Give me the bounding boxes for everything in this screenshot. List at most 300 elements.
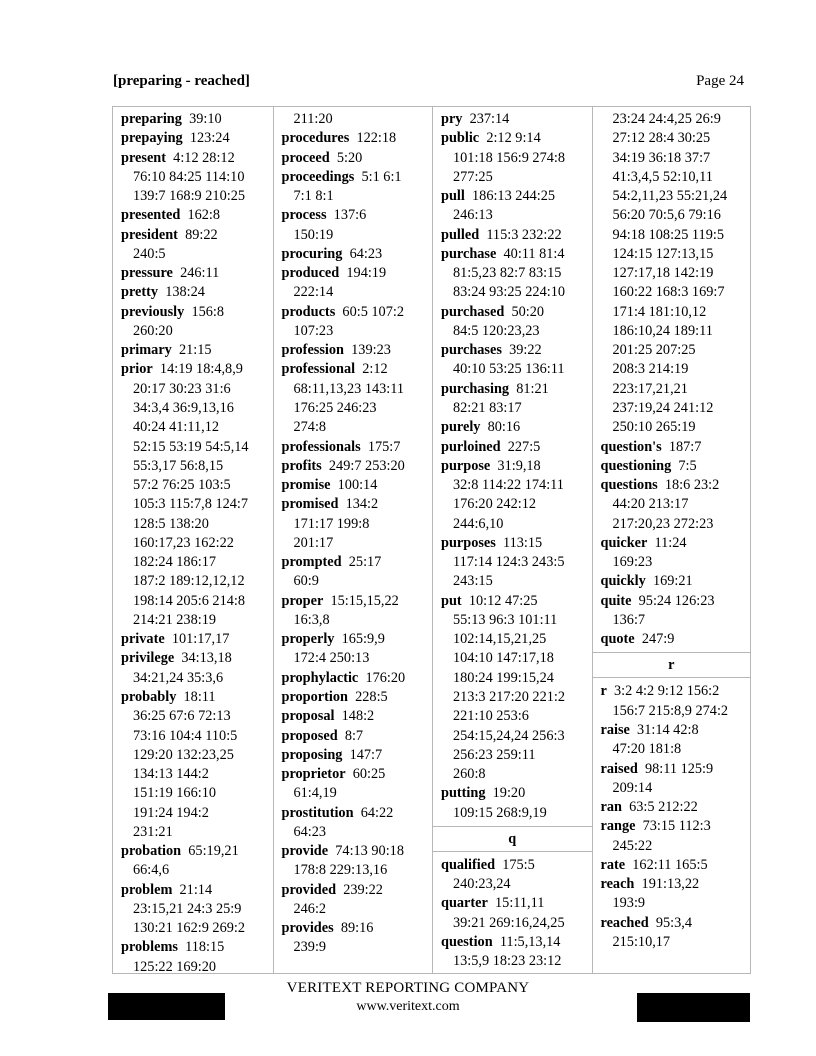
index-term: reached — [600, 914, 649, 931]
page-line-refs-continued: 187:2 189:12,12,12 — [133, 573, 245, 590]
page-line-refs-continued: 208:3 214:19 — [612, 361, 689, 378]
page-line-refs: 134:2 — [345, 496, 379, 513]
page-line-refs: 156:8 — [191, 303, 225, 320]
index-term: promise — [281, 477, 331, 494]
page-line-refs: 246:11 — [180, 265, 220, 282]
index-entry — [441, 592, 588, 611]
index-column-4 — [592, 107, 751, 973]
page-line-refs-continued: 55:3,17 56:8,15 — [133, 457, 224, 474]
index-term: present — [121, 149, 167, 166]
page-line-refs-continued: 160:17,23 162:22 — [133, 534, 234, 551]
page-line-refs-continued: 81:5,23 82:7 83:15 — [453, 265, 562, 282]
index-term: proposed — [281, 727, 338, 744]
index-term: ran — [600, 799, 622, 816]
index-column-2 — [273, 107, 433, 973]
page-line-refs: 249:7 253:20 — [328, 457, 405, 474]
index-entry — [601, 760, 747, 779]
index-entry — [121, 129, 269, 148]
page-line-refs-continued: 101:18 156:9 274:8 — [453, 149, 565, 166]
page-line-refs-continued: 151:19 166:10 — [133, 785, 217, 802]
page-line-refs: 14:19 18:4,8,9 — [159, 361, 243, 378]
page-line-refs-continued: 94:18 108:25 119:5 — [612, 226, 724, 243]
page-line-refs-continued: 211:20 — [293, 111, 333, 127]
page-line-refs: 73:15 112:3 — [642, 818, 711, 835]
page-line-refs-continued: 7:1 8:1 — [293, 188, 334, 205]
index-term: raised — [600, 760, 638, 777]
page-line-refs-continued: 124:15 127:13,15 — [612, 245, 714, 262]
page-line-refs-continued: 66:4,6 — [133, 862, 170, 879]
index-entry — [282, 669, 429, 688]
page-line-refs: 165:9,9 — [341, 631, 385, 648]
index-term: purloined — [441, 438, 501, 455]
page-line-refs-continued: 127:17,18 142:19 — [612, 265, 714, 282]
page-line-refs: 194:19 — [346, 265, 387, 282]
page-line-refs-continued: 169:23 — [612, 554, 653, 571]
index-entry — [441, 380, 588, 399]
index-entry — [282, 149, 429, 168]
index-entry — [121, 149, 269, 168]
page-line-refs-continued: 209:14 — [612, 779, 653, 796]
page-line-refs-continued: 150:19 — [293, 226, 334, 243]
page-line-refs: 7:5 — [678, 457, 697, 474]
page-line-refs-continued: 40:10 53:25 136:11 — [453, 361, 565, 378]
page-line-refs: 40:11 81:4 — [503, 245, 565, 262]
page-line-refs-continued: 57:2 76:25 103:5 — [133, 477, 231, 494]
page-line-refs-continued: 198:14 205:6 214:8 — [133, 592, 245, 609]
page-line-refs: 18:6 23:2 — [664, 477, 720, 494]
index-entry — [282, 341, 429, 360]
page-line-refs-continued: 44:20 213:17 — [612, 496, 689, 513]
page-line-refs-continued: 16:3,8 — [293, 611, 330, 628]
page-line-refs: 113:15 — [502, 534, 543, 551]
page-line-refs: 21:15 — [178, 342, 212, 359]
index-term: pressure — [121, 265, 173, 282]
index-term: provides — [281, 920, 334, 937]
page-line-refs: 227:5 — [507, 438, 541, 455]
index-entry — [282, 592, 429, 611]
index-entry — [121, 649, 269, 668]
index-term: rate — [600, 856, 626, 873]
page-line-refs-continued: 193:9 — [612, 895, 646, 912]
index-entry — [282, 206, 429, 225]
page-line-refs-continued: 56:20 70:5,6 79:16 — [612, 207, 721, 224]
index-term: prompted — [281, 554, 342, 571]
page-line-refs: 80:16 — [487, 419, 521, 436]
page-line-refs: 101:17,17 — [171, 631, 230, 648]
index-entry — [282, 765, 429, 784]
page-line-refs: 5:1 6:1 — [361, 168, 402, 185]
index-term: purchasing — [441, 380, 510, 397]
index-term: range — [600, 818, 636, 835]
index-term: putting — [441, 785, 486, 802]
index-term: prior — [121, 361, 153, 378]
index-entry — [441, 784, 588, 803]
index-term: purely — [441, 419, 481, 436]
page-line-refs: 81:21 — [516, 380, 549, 397]
index-term: professionals — [281, 438, 361, 455]
index-range-header: [preparing - reached] — [113, 73, 250, 89]
index-entry — [282, 842, 429, 861]
page-line-refs-continued: 260:20 — [133, 322, 173, 339]
index-entry — [121, 360, 269, 379]
page-line-refs-continued: 160:22 168:3 169:7 — [612, 284, 725, 301]
page-line-refs-continued: 223:17,21,21 — [612, 380, 688, 397]
page-line-refs: 15:11,11 — [495, 895, 545, 912]
page-line-refs-continued: 60:9 — [293, 573, 319, 590]
page-line-refs: 2:12 — [362, 361, 388, 378]
index-term: provided — [281, 881, 337, 898]
index-term: presented — [121, 207, 181, 224]
footer-website: www.veritext.com — [356, 999, 460, 1014]
page-line-refs-continued: 55:13 96:3 101:11 — [453, 611, 558, 628]
page-line-refs: 118:15 — [185, 939, 225, 956]
index-term: prophylactic — [281, 669, 359, 686]
page-line-refs: 15:15,15,22 — [330, 592, 399, 609]
letter-section-header: r — [593, 652, 751, 678]
page-line-refs-continued: 82:21 83:17 — [453, 399, 522, 416]
page-line-refs-continued: 245:22 — [612, 837, 653, 854]
index-entry — [121, 226, 269, 245]
page-line-refs-continued: 176:25 246:23 — [293, 399, 377, 416]
page-line-refs: 162:8 — [187, 207, 221, 224]
page-line-refs-continued: 61:4,19 — [293, 785, 337, 802]
index-entry — [282, 630, 429, 649]
page-line-refs-continued: 23:15,21 24:3 25:9 — [133, 900, 242, 917]
page-line-refs: 175:5 — [502, 856, 535, 873]
index-term: quicker — [600, 534, 648, 551]
index-entry — [441, 534, 588, 553]
page-line-refs: 148:2 — [341, 708, 375, 725]
index-term: purchases — [441, 342, 502, 359]
page-line-refs: 169:21 — [652, 573, 693, 590]
index-term: probation — [121, 843, 182, 860]
index-entry — [121, 881, 269, 900]
page-line-refs: 50:20 — [511, 303, 545, 320]
index-term: produced — [281, 265, 340, 282]
page-line-refs-continued: 76:10 84:25 114:10 — [133, 168, 245, 185]
index-term: proposal — [281, 708, 335, 725]
page-line-refs: 25:17 — [348, 554, 382, 571]
page-line-refs: 11:24 — [654, 534, 687, 551]
page-line-refs-continued: 240:23,24 — [453, 876, 511, 893]
page-line-refs-continued: 182:24 186:17 — [133, 554, 217, 571]
page-line-refs-continued: 213:3 217:20 221:2 — [453, 688, 565, 705]
page-line-refs-continued: 171:4 181:10,12 — [612, 303, 707, 320]
index-term: provide — [281, 843, 329, 860]
index-term: prostitution — [281, 804, 354, 821]
index-term: r — [600, 683, 607, 700]
page-line-refs-continued: 34:19 36:18 37:7 — [612, 149, 711, 166]
page-line-refs-continued: 27:12 28:4 30:25 — [612, 130, 711, 147]
index-term: promised — [281, 496, 339, 513]
index-entry — [601, 592, 747, 611]
page-line-refs-continued: 214:21 238:19 — [133, 611, 217, 628]
page-line-refs-continued: 68:11,13,23 143:11 — [293, 380, 405, 397]
page-line-refs: 247:9 — [641, 631, 675, 648]
page-line-refs-continued: 254:15,24,24 256:3 — [453, 727, 565, 744]
page-line-refs: 34:13,18 — [181, 650, 232, 667]
page-line-refs-continued: 246:2 — [293, 900, 327, 917]
page-line-refs-continued: 39:21 269:16,24,25 — [453, 914, 565, 931]
page-line-refs: 122:18 — [356, 130, 397, 147]
index-term: quite — [600, 592, 632, 609]
page-line-refs: 100:14 — [337, 477, 378, 494]
index-entry — [121, 110, 269, 129]
page-line-refs-continued: 240:5 — [133, 245, 166, 262]
index-term: quickly — [600, 573, 646, 590]
index-entry — [601, 572, 747, 591]
index-term: qualified — [441, 856, 496, 873]
index-term: prepaying — [121, 130, 183, 147]
page-line-refs-continued: 105:3 115:7,8 124:7 — [133, 496, 249, 513]
index-entry — [282, 476, 429, 495]
index-entry — [601, 457, 747, 476]
index-entry — [282, 707, 429, 726]
page-line-refs-continued: 83:24 93:25 224:10 — [453, 284, 565, 301]
page-line-refs-continued: 104:10 147:17,18 — [453, 650, 554, 667]
page-line-refs-continued: 41:3,4,5 52:10,11 — [612, 168, 713, 185]
page-line-refs-continued: 222:14 — [293, 284, 334, 301]
page-line-refs: 39:22 — [509, 342, 542, 359]
page-line-refs: 95:24 126:23 — [638, 592, 715, 609]
page-line-refs: 4:12 28:12 — [173, 149, 235, 166]
index-column-1 — [113, 107, 273, 973]
page-line-refs: 31:9,18 — [497, 457, 541, 474]
index-entry — [282, 457, 429, 476]
index-term: proposing — [281, 746, 343, 763]
index-entry — [441, 933, 588, 952]
page-line-refs-continued: 176:20 242:12 — [453, 496, 537, 513]
page-number: Page 24 — [696, 73, 744, 89]
index-term: proper — [281, 592, 324, 609]
page-line-refs-continued: 13:5,9 18:23 23:12 — [453, 953, 562, 970]
index-entry — [441, 226, 588, 245]
page-line-refs-continued: 40:24 41:11,12 — [133, 419, 220, 436]
index-entry — [121, 842, 269, 861]
index-term: purchase — [441, 245, 497, 262]
page-line-refs: 64:22 — [360, 804, 394, 821]
page-line-refs: 139:23 — [351, 342, 391, 359]
page-line-refs-continued: 47:20 181:8 — [612, 741, 682, 758]
page-line-refs-continued: 201:17 — [293, 534, 334, 551]
index-entry — [441, 418, 588, 437]
page-line-refs-continued: 172:4 250:13 — [293, 650, 370, 667]
page-line-refs-continued: 237:19,24 241:12 — [612, 399, 714, 416]
index-term: professional — [281, 361, 356, 378]
index-entry — [441, 438, 588, 457]
page-line-refs-continued: 134:13 144:2 — [133, 766, 209, 783]
index-entry — [601, 914, 747, 933]
index-term: purposes — [441, 534, 496, 551]
index-term: process — [281, 207, 327, 224]
index-term: primary — [121, 342, 172, 359]
index-entry — [282, 438, 429, 457]
page-line-refs-continued: 32:8 114:22 174:11 — [453, 477, 564, 494]
page-line-refs-continued: 125:22 169:20 — [133, 958, 217, 973]
page-line-refs: 95:3,4 — [655, 914, 692, 931]
index-term: private — [121, 631, 165, 648]
index-entry — [282, 129, 429, 148]
page-line-refs-continued: 109:15 268:9,19 — [453, 804, 547, 821]
index-term: pulled — [441, 226, 480, 243]
index-term: privilege — [121, 650, 175, 667]
page-line-refs: 31:14 42:8 — [637, 721, 699, 738]
index-term: preparing — [121, 111, 182, 127]
page-line-refs-continued: 221:10 253:6 — [453, 708, 529, 725]
index-term: probably — [121, 688, 177, 705]
index-term: problems — [121, 939, 178, 956]
index-term: quote — [600, 631, 635, 648]
page-line-refs-continued: 277:25 — [453, 168, 493, 185]
index-term: question — [441, 933, 493, 950]
index-entry — [282, 553, 429, 572]
page-line-refs: 74:13 90:18 — [335, 843, 404, 860]
page-line-refs-continued: 84:5 120:23,23 — [453, 322, 540, 339]
page-line-refs-continued: 191:24 194:2 — [133, 804, 209, 821]
page-line-refs-continued: 129:20 132:23,25 — [133, 746, 234, 763]
page-line-refs-continued: 34:3,4 36:9,13,16 — [133, 399, 234, 416]
page-line-refs-continued: 178:8 229:13,16 — [293, 862, 388, 879]
letter-section-header: q — [433, 826, 592, 852]
page-line-refs: 19:20 — [492, 785, 526, 802]
index-entry — [601, 721, 747, 740]
index-entry — [441, 245, 588, 264]
index-term: raise — [600, 721, 630, 738]
index-entry — [121, 206, 269, 225]
index-entry — [282, 168, 429, 187]
page-line-refs: 60:5 107:2 — [342, 303, 404, 320]
page-line-refs: 2:12 9:14 — [486, 130, 541, 147]
index-entry — [121, 688, 269, 707]
index-term: pretty — [121, 284, 159, 301]
index-entry — [441, 341, 588, 360]
index-term: profits — [281, 457, 322, 474]
index-entry — [282, 264, 429, 283]
index-entry — [282, 245, 429, 264]
page-line-refs-continued: 244:6,10 — [453, 515, 504, 532]
index-term: previously — [121, 303, 185, 320]
index-term: proceedings — [281, 168, 355, 185]
page-line-refs-continued: 107:23 — [293, 322, 334, 339]
page-line-refs-continued: 20:17 30:23 31:6 — [133, 380, 231, 397]
page-line-refs-continued: 215:10,17 — [612, 933, 671, 950]
page-line-refs-continued: 23:24 24:4,25 26:9 — [612, 111, 721, 127]
page-line-refs: 18:11 — [183, 688, 216, 705]
index-entry — [601, 875, 747, 894]
page-line-refs: 137:6 — [333, 207, 367, 224]
page-line-refs-continued: 102:14,15,21,25 — [453, 631, 547, 648]
index-entry — [441, 129, 588, 148]
index-entry — [282, 804, 429, 823]
index-entry — [601, 682, 747, 701]
index-term: procedures — [281, 130, 350, 147]
page-line-refs-continued: 180:24 199:15,24 — [453, 669, 554, 686]
page-line-refs-continued: 36:25 67:6 72:13 — [133, 708, 231, 725]
index-entry — [601, 856, 747, 875]
index-entry — [282, 746, 429, 765]
index-term: reach — [600, 876, 635, 893]
page-line-refs: 138:24 — [165, 284, 205, 301]
page-line-refs: 176:20 — [365, 669, 406, 686]
page-line-refs-continued: 130:21 162:9 269:2 — [133, 920, 245, 937]
page-line-refs: 123:24 — [189, 130, 230, 147]
page-line-refs-continued: 136:7 — [612, 611, 646, 628]
page-line-refs-continued: 217:20,23 272:23 — [612, 515, 714, 532]
index-entry — [601, 476, 747, 495]
index-entry — [121, 283, 269, 302]
page-line-refs-continued: 73:16 104:4 110:5 — [133, 727, 238, 744]
page-line-refs-continued: 231:21 — [133, 823, 173, 840]
page-line-refs-continued: 34:21,24 35:3,6 — [133, 669, 224, 686]
index-term: purpose — [441, 457, 491, 474]
index-entry — [121, 630, 269, 649]
page-line-refs-continued: 171:17 199:8 — [293, 515, 370, 532]
page-line-refs: 3:2 4:2 9:12 156:2 — [614, 683, 720, 700]
index-entry — [121, 938, 269, 957]
index-entry — [441, 894, 588, 913]
page-line-refs-continued: 243:15 — [453, 573, 493, 590]
page-line-refs: 191:13,22 — [641, 876, 700, 893]
page-line-refs: 228:5 — [355, 688, 388, 705]
page-line-refs: 187:7 — [668, 438, 702, 455]
index-column-3 — [432, 107, 592, 973]
index-term: properly — [281, 631, 335, 648]
index-term: products — [281, 303, 336, 320]
page-line-refs-continued: 64:23 — [293, 823, 327, 840]
index-term: question's — [600, 438, 662, 455]
page-line-refs-continued: 246:13 — [453, 207, 493, 224]
page-line-refs-continued: 239:9 — [293, 939, 327, 956]
page-line-refs: 64:23 — [349, 245, 383, 262]
page-line-refs-continued: 256:23 259:11 — [453, 746, 536, 763]
page-line-refs-continued: 250:10 265:19 — [612, 419, 696, 436]
index-entry — [601, 630, 747, 649]
page-line-refs: 65:19,21 — [188, 843, 239, 860]
index-term: proprietor — [281, 766, 346, 783]
index-entry — [601, 817, 747, 836]
page-line-refs: 10:12 47:25 — [468, 592, 538, 609]
index-entry — [282, 360, 429, 379]
index-term: proceed — [281, 149, 330, 166]
page-line-refs-continued: 186:10,24 189:11 — [612, 322, 713, 339]
page-line-refs: 162:11 165:5 — [632, 856, 708, 873]
page-line-refs-continued: 139:7 168:9 210:25 — [133, 188, 245, 205]
page-line-refs: 63:5 212:22 — [629, 799, 698, 816]
index-entry — [282, 919, 429, 938]
index-entry — [282, 727, 429, 746]
page-line-refs-continued: 54:2,11,23 55:21,24 — [612, 188, 728, 205]
index-term: pry — [441, 111, 463, 127]
page-line-refs: 98:11 125:9 — [644, 760, 714, 777]
index-term: purchased — [441, 303, 505, 320]
page-line-refs: 5:20 — [336, 149, 363, 166]
page-line-refs-continued: 117:14 124:3 243:5 — [453, 554, 565, 571]
index-term: questions — [600, 477, 658, 494]
page-line-refs: 21:14 — [179, 881, 213, 898]
index-term: quarter — [441, 895, 488, 912]
page-line-refs-continued: 201:25 207:25 — [612, 342, 696, 359]
page-line-refs: 89:22 — [185, 226, 218, 243]
index-entry — [441, 303, 588, 322]
index-entry — [601, 534, 747, 553]
page-line-refs: 11:5,13,14 — [499, 933, 561, 950]
index-entry — [601, 798, 747, 817]
page-line-refs-continued: 128:5 138:20 — [133, 515, 209, 532]
page-line-refs-continued: 52:15 53:19 54:5,14 — [133, 438, 249, 455]
index-term: put — [441, 592, 462, 609]
index-entry — [441, 856, 588, 875]
index-entry — [282, 881, 429, 900]
